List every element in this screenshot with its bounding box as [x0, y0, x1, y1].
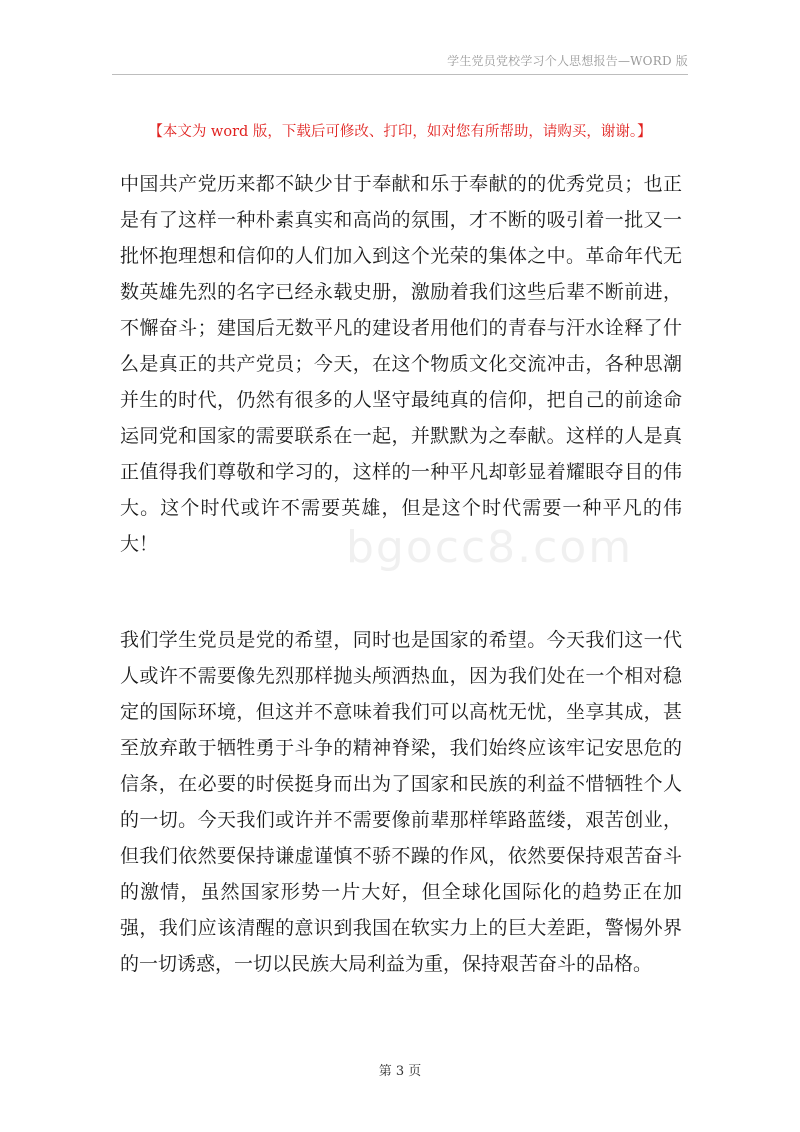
page-number: 第 3 页	[378, 1064, 422, 1079]
header-divider	[112, 74, 688, 75]
document-header: 学生党员党校学习个人思想报告—WORD 版	[447, 54, 688, 68]
watermark: bgocc8.com	[346, 522, 634, 573]
body-paragraph-1: 中国共产党历来都不缺少甘于奉献和乐于奉献的的优秀党员；也正是有了这样一种朴素真实和高尚的氛围，才不断的吸引着一批又一批怀抱理想和信仰的人们加入到这个光荣的集体之中。革命年代无数英雄先烈的名字已经永载史册，激励着我们这些后辈不断前进，不懈奋斗；建国后无数平凡的建设者用他们的青春与汗水诠释了什么是真正的共产党员；今天，在这个物质文化交流冲击，各种思潮并生的时代，仍然有很多的人坚守最纯真的信仰，把自己的前途命运同党和国家的需要联系在一起，并默默为之奉献。这样的人是真正值得我们尊敬和学习的，这样的一种平凡却彰显着耀眼夺目的伟大。这个时代或许不需要英雄，但是这个时代需要一种平凡的伟大！	[120, 173, 682, 555]
download-notice: 【本文为 word 版，下载后可修改、打印，如对您有所帮助，请购买，谢谢。】	[148, 124, 652, 140]
body-paragraph-2: 我们学生党员是党的希望，同时也是国家的希望。今天我们这一代人或许不需要像先烈那样抛头颅洒热血，因为我们处在一个相对稳定的国际环境，但这并不意味着我们可以高枕无忧，坐享其成，甚至放弃敢于牺牲勇于斗争的精神脊梁，我们始终应该牢记安思危的信条，在必要的时侯挺身而出为了国家和民族的利益不惜牺牲个人的一切。今天我们或许并不需要像前辈那样筚路蓝缕，艰苦创业，但我们依然要保持谦虚谨慎不骄不躁的作风，依然要保持艰苦奋斗的激情，虽然国家形势一片大好，但全球化国际化的趋势正在加强，我们应该清醒的意识到我国在软实力上的巨大差距，警惕外界的一切诱惑，一切以民族大局利益为重，保持艰苦奋斗的品格。	[120, 629, 682, 975]
